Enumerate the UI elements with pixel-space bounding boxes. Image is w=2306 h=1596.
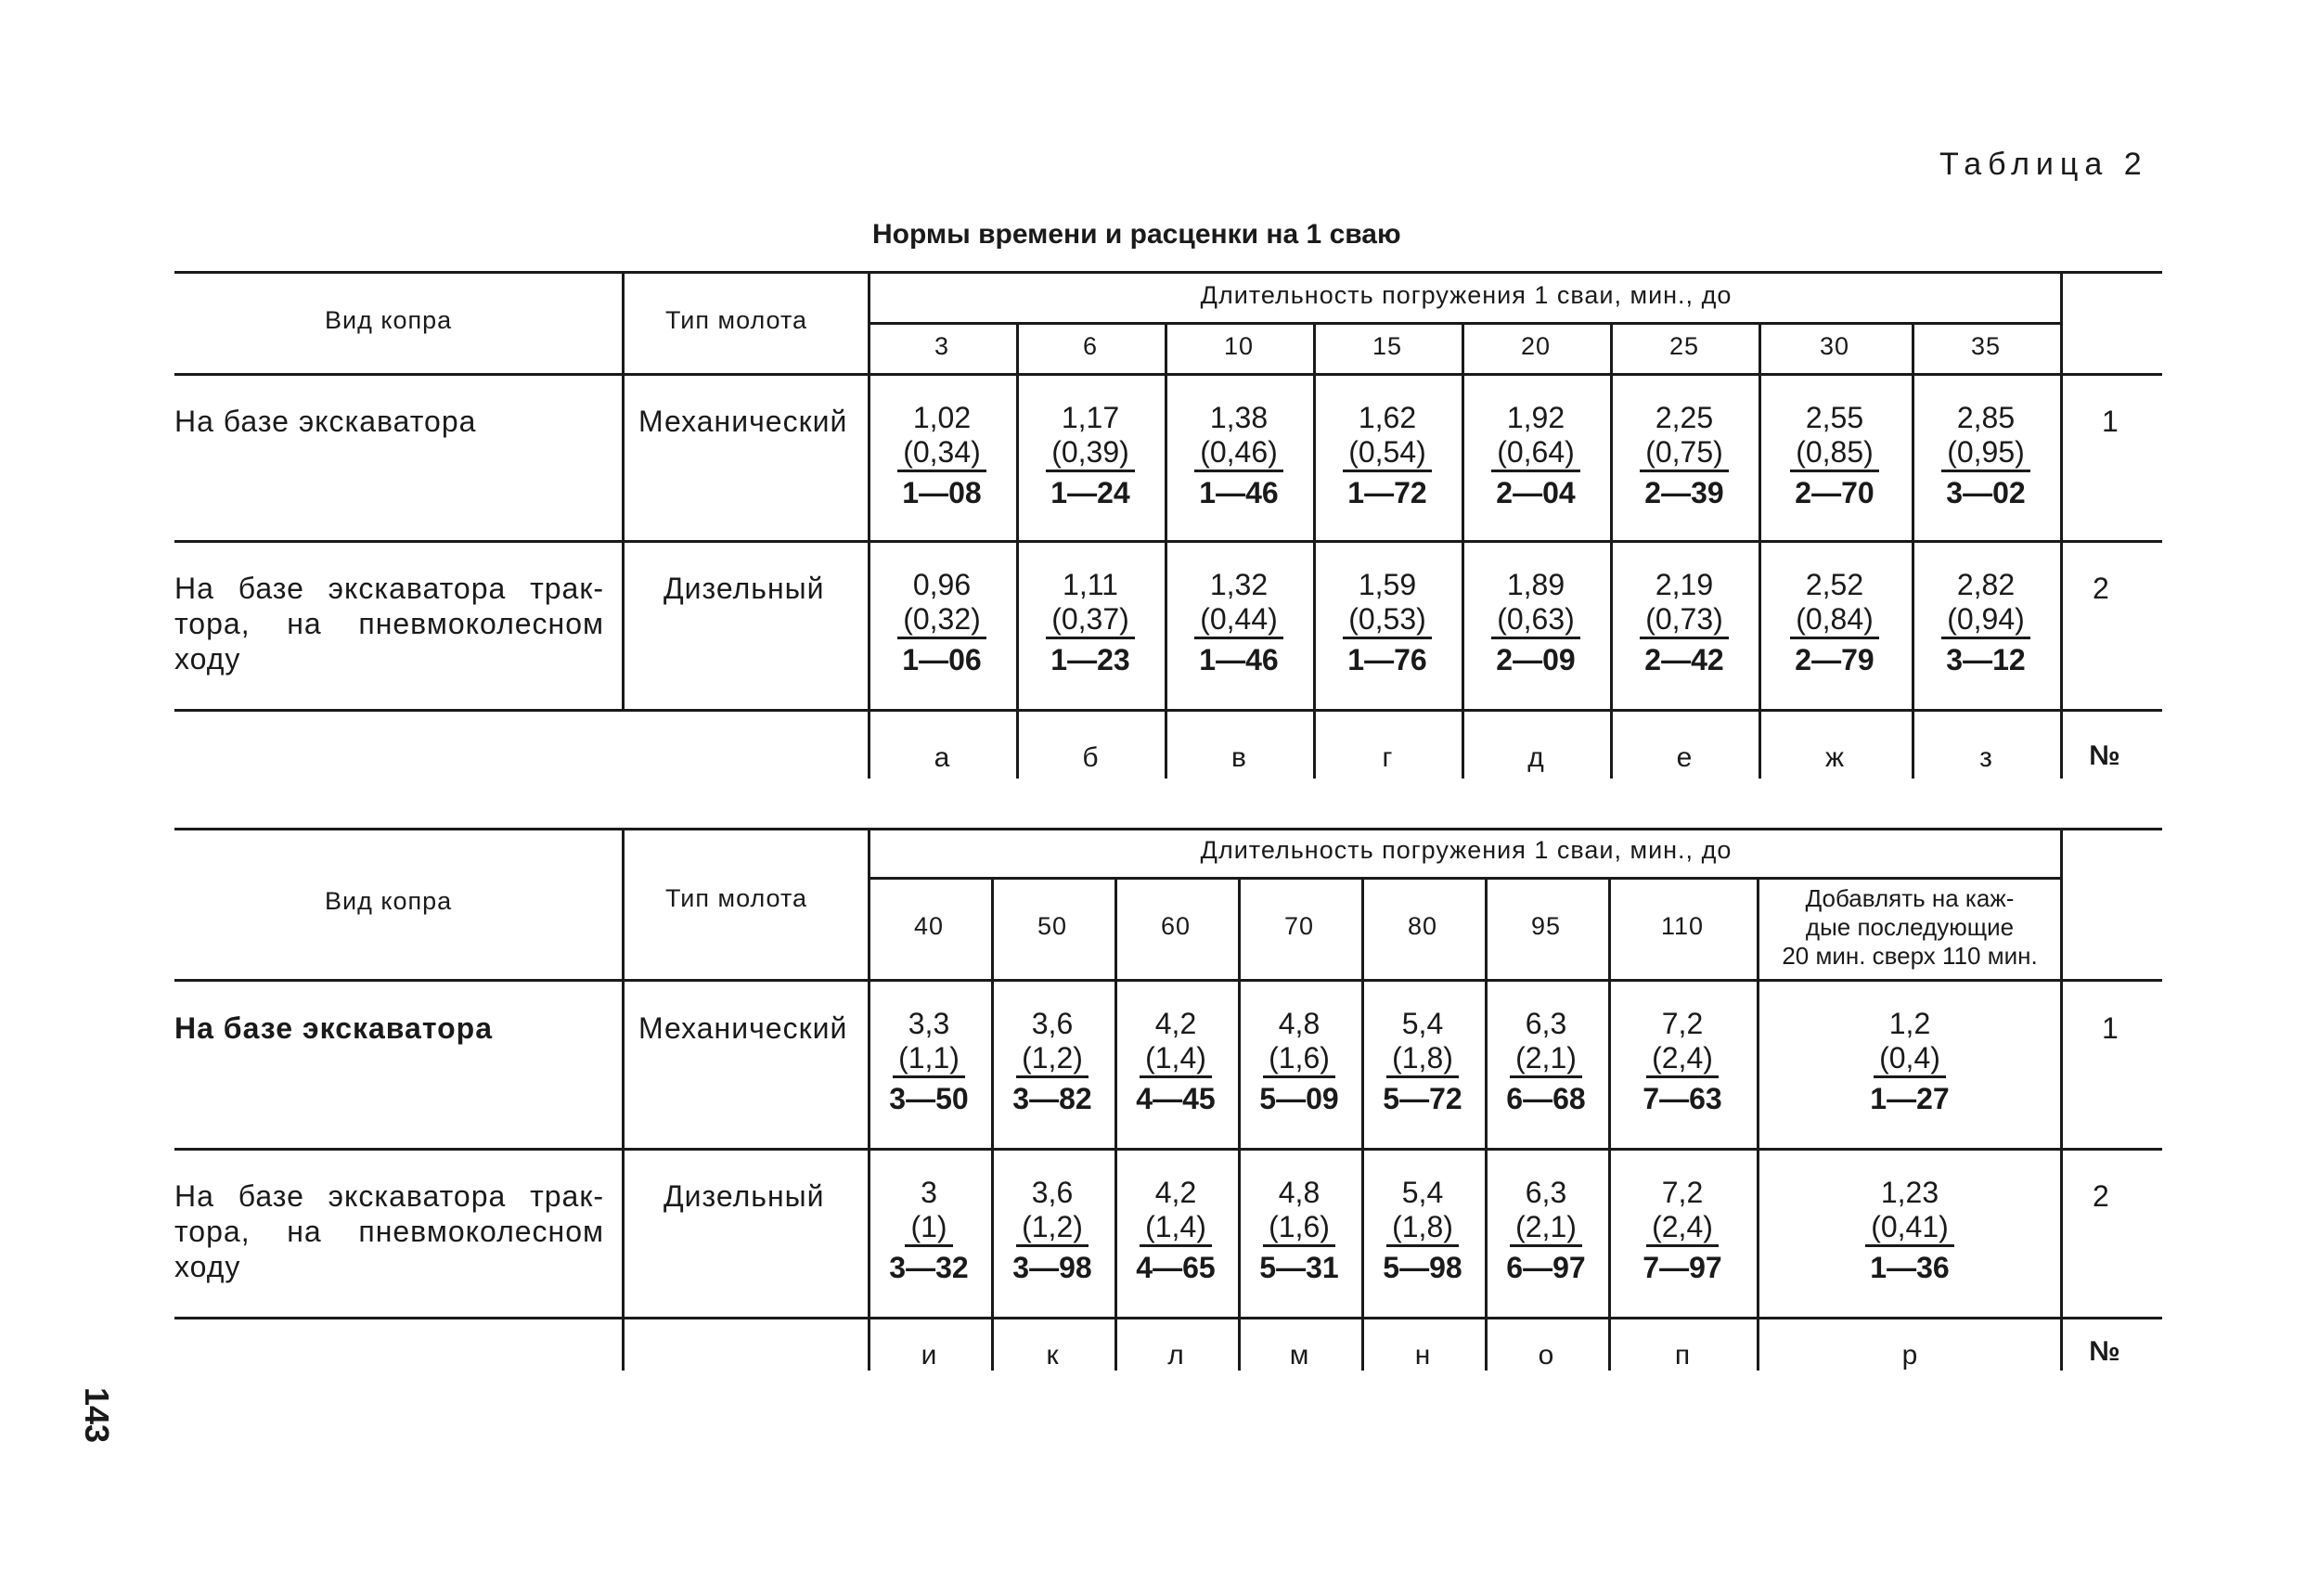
kopr-column-header: Вид копра xyxy=(325,887,453,915)
column-code: н xyxy=(1414,1340,1431,1371)
table-cell: 7,2 (2,4) 7—63 xyxy=(1643,1007,1722,1115)
duration-col-header: 110 xyxy=(1660,912,1705,940)
table-cell: 1,92 (0,64) 2—04 xyxy=(1475,401,1596,513)
column-code: з xyxy=(1979,742,1992,773)
table-cell: 2,19 (0,73) 2—42 xyxy=(1624,568,1745,680)
duration-header: Длительность погружения 1 сваи, мин., до xyxy=(1200,836,1733,864)
column-code: к xyxy=(1046,1340,1059,1371)
duration-col-header: 25 xyxy=(1668,332,1700,360)
page-number: 143 xyxy=(78,1387,116,1444)
table-cell: 3,6 (1,2) 3—82 xyxy=(1012,1007,1092,1115)
row-number: 1 xyxy=(2102,1011,2119,1045)
duration-col-header: 80 xyxy=(1407,912,1438,940)
duration-col-header: 3 xyxy=(934,332,950,360)
row-number: 2 xyxy=(2093,1179,2110,1213)
number-column-label: № xyxy=(2089,1336,2120,1367)
number-column-label: № xyxy=(2089,740,2120,771)
table-cell: 1,2 (0,4) 1—27 xyxy=(1870,1007,1950,1115)
duration-col-header: 40 xyxy=(913,912,945,940)
kopr-column-header: Вид копра xyxy=(325,306,453,334)
duration-col-header: 15 xyxy=(1372,332,1403,360)
table-cell: 3,3 (1,1) 3—50 xyxy=(889,1007,969,1115)
table-cell: 3,6 (1,2) 3—98 xyxy=(1012,1176,1092,1284)
row-molot-label: Дизельный xyxy=(663,572,825,605)
row-kopr-label: На базе экскаватора трак- тора, на пневмоколесном ходу xyxy=(174,572,604,676)
table-cell: 2,25 (0,75) 2—39 xyxy=(1624,401,1745,513)
row-number: 1 xyxy=(2102,405,2119,438)
table-cell: 4,2 (1,4) 4—65 xyxy=(1136,1176,1216,1284)
column-code: а xyxy=(934,742,950,773)
table-cell: 5,4 (1,8) 5—98 xyxy=(1383,1176,1462,1284)
duration-header: Длительность погружения 1 сваи, мин., до xyxy=(1200,281,1733,309)
row-molot-label: Механический xyxy=(638,1011,848,1045)
column-code: е xyxy=(1676,742,1693,773)
column-code: п xyxy=(1674,1340,1691,1371)
row-molot-label: Механический xyxy=(638,405,848,438)
table-cell: 1,11 (0,37) 1—23 xyxy=(1030,568,1151,680)
table-cell: 2,85 (0,95) 3—02 xyxy=(1926,401,2046,513)
table-cell: 2,82 (0,94) 3—12 xyxy=(1926,568,2046,680)
duration-col-header: 60 xyxy=(1160,912,1192,940)
table-cell: 2,55 (0,85) 2—70 xyxy=(1774,401,1895,513)
table-cell: 7,2 (2,4) 7—97 xyxy=(1643,1176,1722,1284)
column-code: в xyxy=(1231,742,1246,773)
column-code: р xyxy=(1901,1340,1918,1371)
table-title: Нормы времени и расценки на 1 сваю xyxy=(872,219,1401,250)
row-number: 2 xyxy=(2093,572,2110,605)
row-molot-label: Дизельный xyxy=(663,1179,825,1213)
table-cell: 4,2 (1,4) 4—45 xyxy=(1136,1007,1216,1115)
table-cell: 1,32 (0,44) 1—46 xyxy=(1179,568,1299,680)
column-code: и xyxy=(921,1340,937,1371)
duration-col-header: 6 xyxy=(1082,332,1099,360)
table-cell: 1,59 (0,53) 1—76 xyxy=(1327,568,1448,680)
table-cell: 1,17 (0,39) 1—24 xyxy=(1030,401,1151,513)
row-kopr-label: На базе экскаватора трак- тора, на пневмоколесном ходу xyxy=(174,1179,604,1283)
column-code: м xyxy=(1289,1340,1309,1371)
molot-column-header: Тип молота xyxy=(665,306,808,334)
add-per-20-min-header: Добавлять на каж- дые последующие 20 мин. сверх 110 мин. xyxy=(1782,884,2038,970)
duration-col-header: 35 xyxy=(1970,332,2002,360)
table-cell: 1,23 (0,41) 1—36 xyxy=(1849,1176,1970,1288)
duration-col-header: 10 xyxy=(1223,332,1255,360)
row-kopr-label: На базе экскаватора xyxy=(174,1011,493,1045)
table-cell: 5,4 (1,8) 5—72 xyxy=(1383,1007,1462,1115)
column-code: ж xyxy=(1824,742,1845,773)
table-cell: 1,02 (0,34) 1—08 xyxy=(882,401,1002,513)
column-code: г xyxy=(1382,742,1393,773)
molot-column-header: Тип молота xyxy=(665,884,808,912)
duration-col-header: 70 xyxy=(1283,912,1315,940)
column-code: б xyxy=(1082,742,1099,773)
duration-col-header: 20 xyxy=(1520,332,1552,360)
table-cell: 0,96 (0,32) 1—06 xyxy=(882,568,1002,680)
table-cell: 6,3 (2,1) 6—97 xyxy=(1506,1176,1586,1284)
table-cell: 4,8 (1,6) 5—09 xyxy=(1259,1007,1339,1115)
table-cell: 6,3 (2,1) 6—68 xyxy=(1506,1007,1586,1115)
column-code: л xyxy=(1167,1340,1184,1371)
column-code: о xyxy=(1538,1340,1554,1371)
duration-col-header: 95 xyxy=(1530,912,1562,940)
table-cell: 2,52 (0,84) 2—79 xyxy=(1774,568,1895,680)
table-cell: 1,89 (0,63) 2—09 xyxy=(1475,568,1596,680)
table-cell: 1,38 (0,46) 1—46 xyxy=(1179,401,1299,513)
table-cell: 3 (1) 3—32 xyxy=(889,1176,969,1284)
duration-col-header: 30 xyxy=(1819,332,1850,360)
table-cell: 1,62 (0,54) 1—72 xyxy=(1327,401,1448,513)
table-cell: 4,8 (1,6) 5—31 xyxy=(1259,1176,1339,1284)
row-kopr-label: На базе экскаватора xyxy=(174,405,477,438)
table-label: Таблица 2 xyxy=(1939,147,2148,182)
column-code: д xyxy=(1527,742,1544,773)
duration-col-header: 50 xyxy=(1037,912,1068,940)
